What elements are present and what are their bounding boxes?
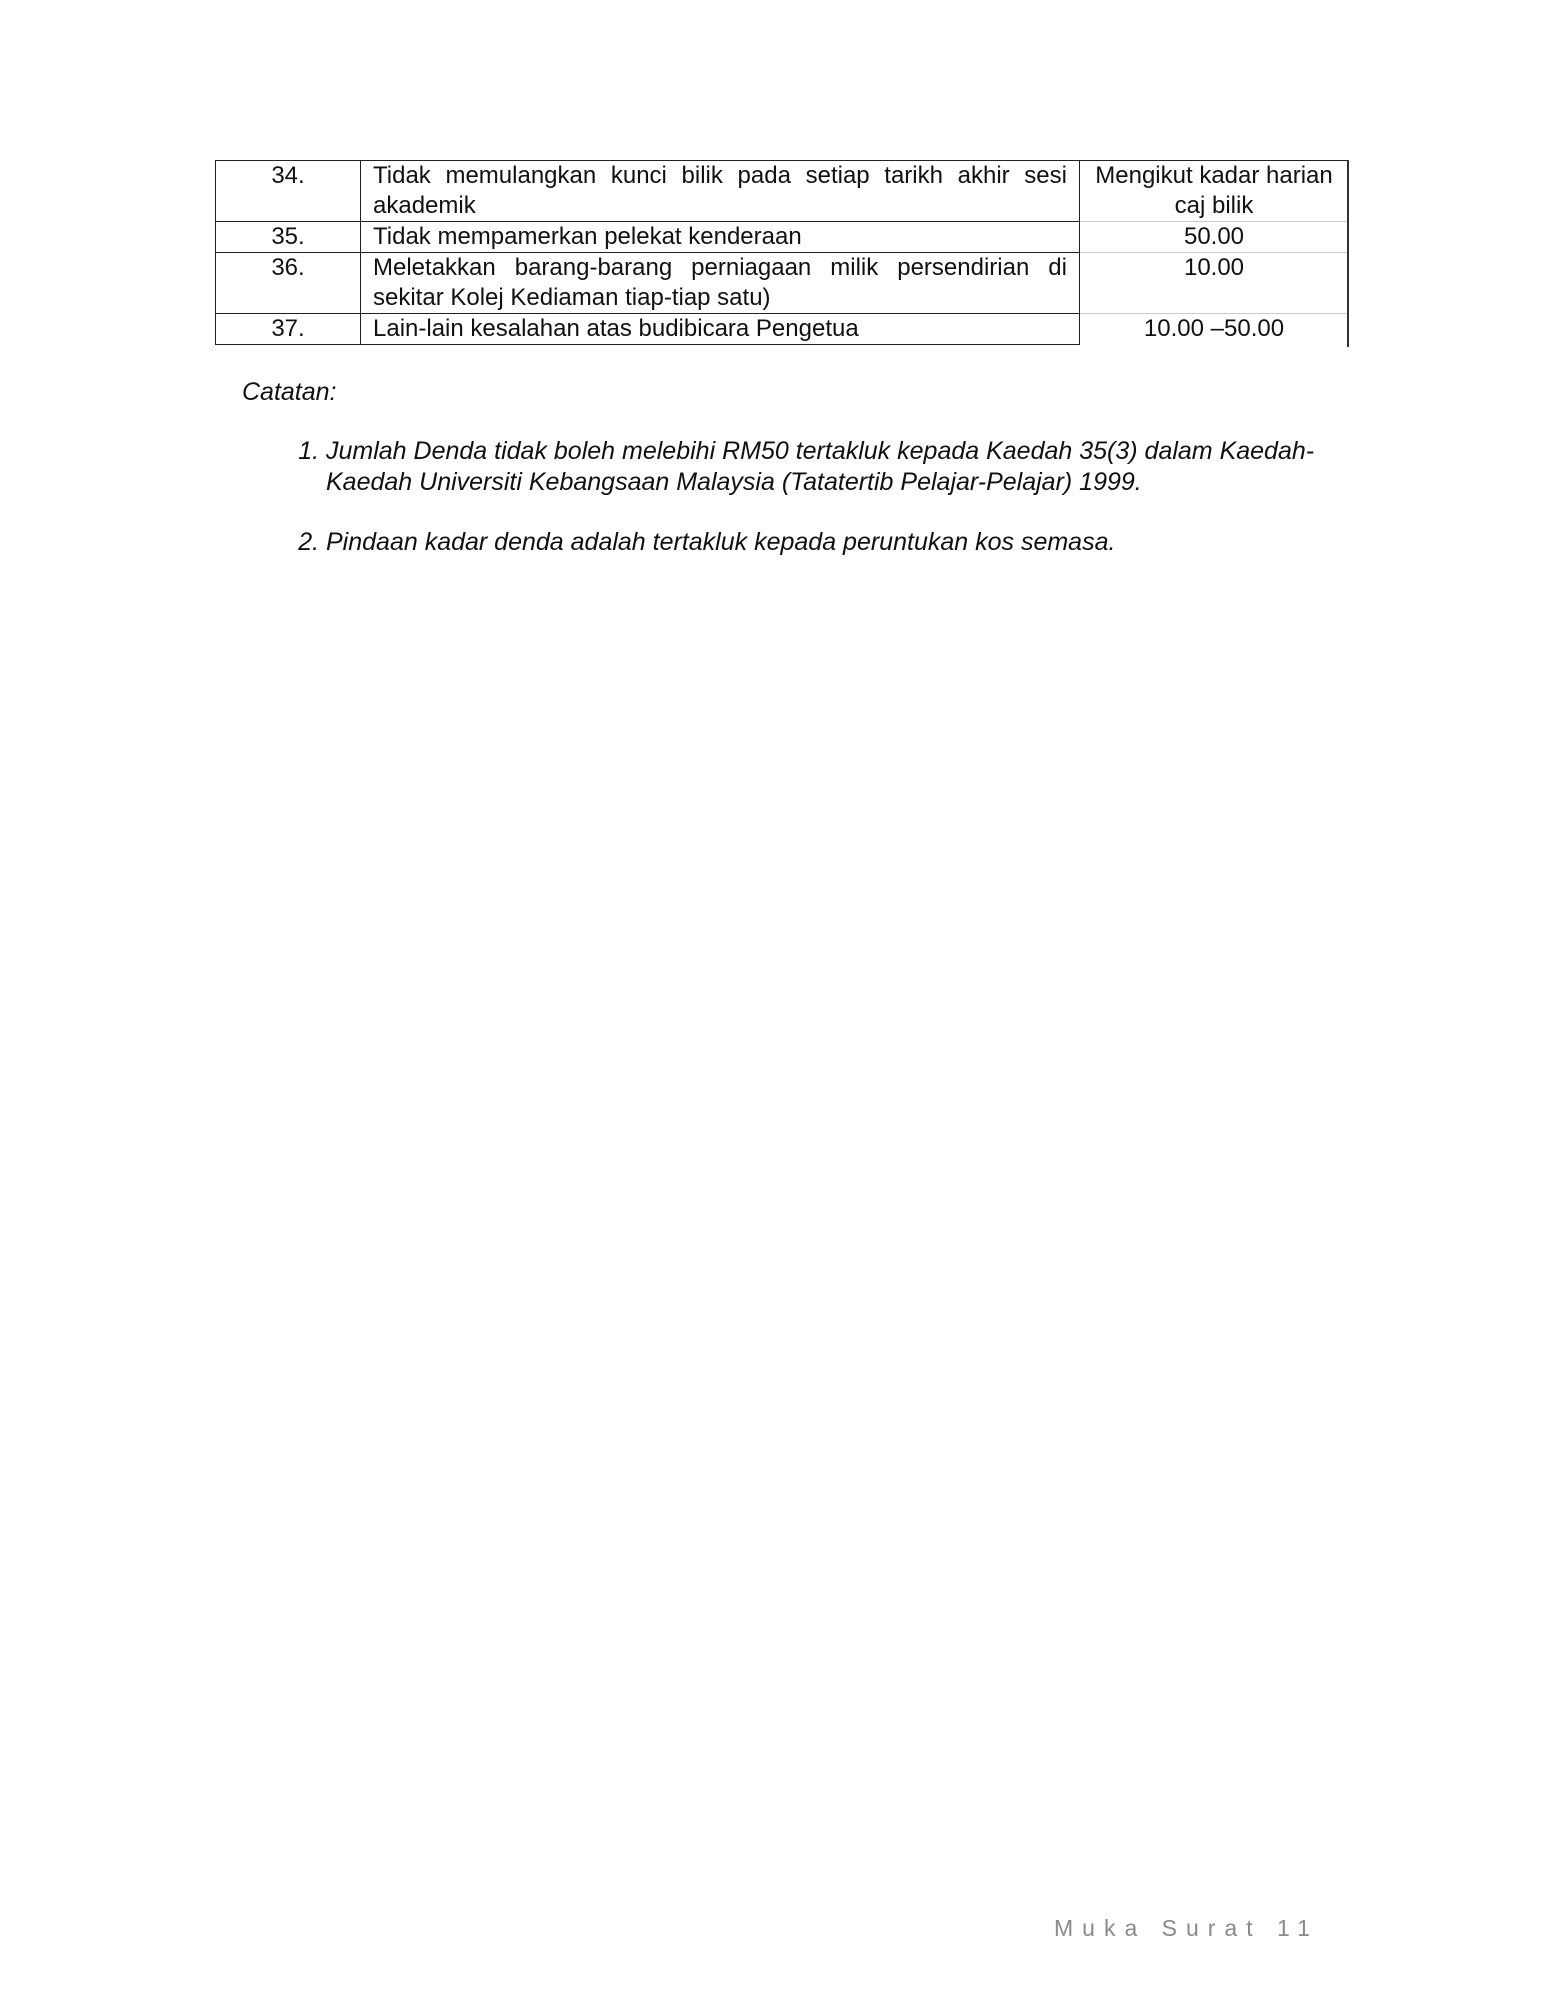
offence-description: Lain-lain kesalahan atas budibicara Pengetua (361, 314, 1080, 345)
fine-amount: 10.00 –50.00 (1080, 314, 1349, 345)
row-number: 37. (216, 314, 361, 345)
notes-list (276, 436, 1346, 587)
page-number: Muka Surat 11 (1054, 1915, 1319, 1941)
table-row (216, 314, 1349, 345)
table-row (216, 253, 1349, 314)
row-number: 36. (216, 253, 361, 314)
note-item: 1. Jumlah Denda tidak boleh melebihi RM50 tertakluk kepada Kaedah 35(3) dalam Kaedah-Kaedah Universiti Kebangsaan Malaysia (Tatatertib Pelajar-Pelajar) 1999. (326, 436, 1346, 498)
offence-description: Tidak mempamerkan pelekat kenderaan (361, 222, 1080, 253)
table-row (216, 161, 1349, 222)
fine-amount: 50.00 (1080, 222, 1349, 253)
notes-title: Catatan: (242, 378, 337, 406)
note-item: 2. Pindaan kadar denda adalah tertakluk kepada peruntukan kos semasa. (326, 527, 1346, 558)
offence-description: Meletakkan barang-barang perniagaan milik persendirian di sekitar Kolej Kediaman tiap-tiap satu) (361, 253, 1080, 314)
row-number: 35. (216, 222, 361, 253)
table-right-border (1347, 160, 1349, 347)
fines-table (215, 160, 1348, 345)
fine-amount: Mengikut kadar harian caj bilik (1080, 161, 1349, 222)
row-number: 34. (216, 161, 361, 222)
fine-amount: 10.00 (1080, 253, 1349, 314)
table-row (216, 222, 1349, 253)
offence-description: Tidak memulangkan kunci bilik pada setiap tarikh akhir sesi akademik (361, 161, 1080, 222)
